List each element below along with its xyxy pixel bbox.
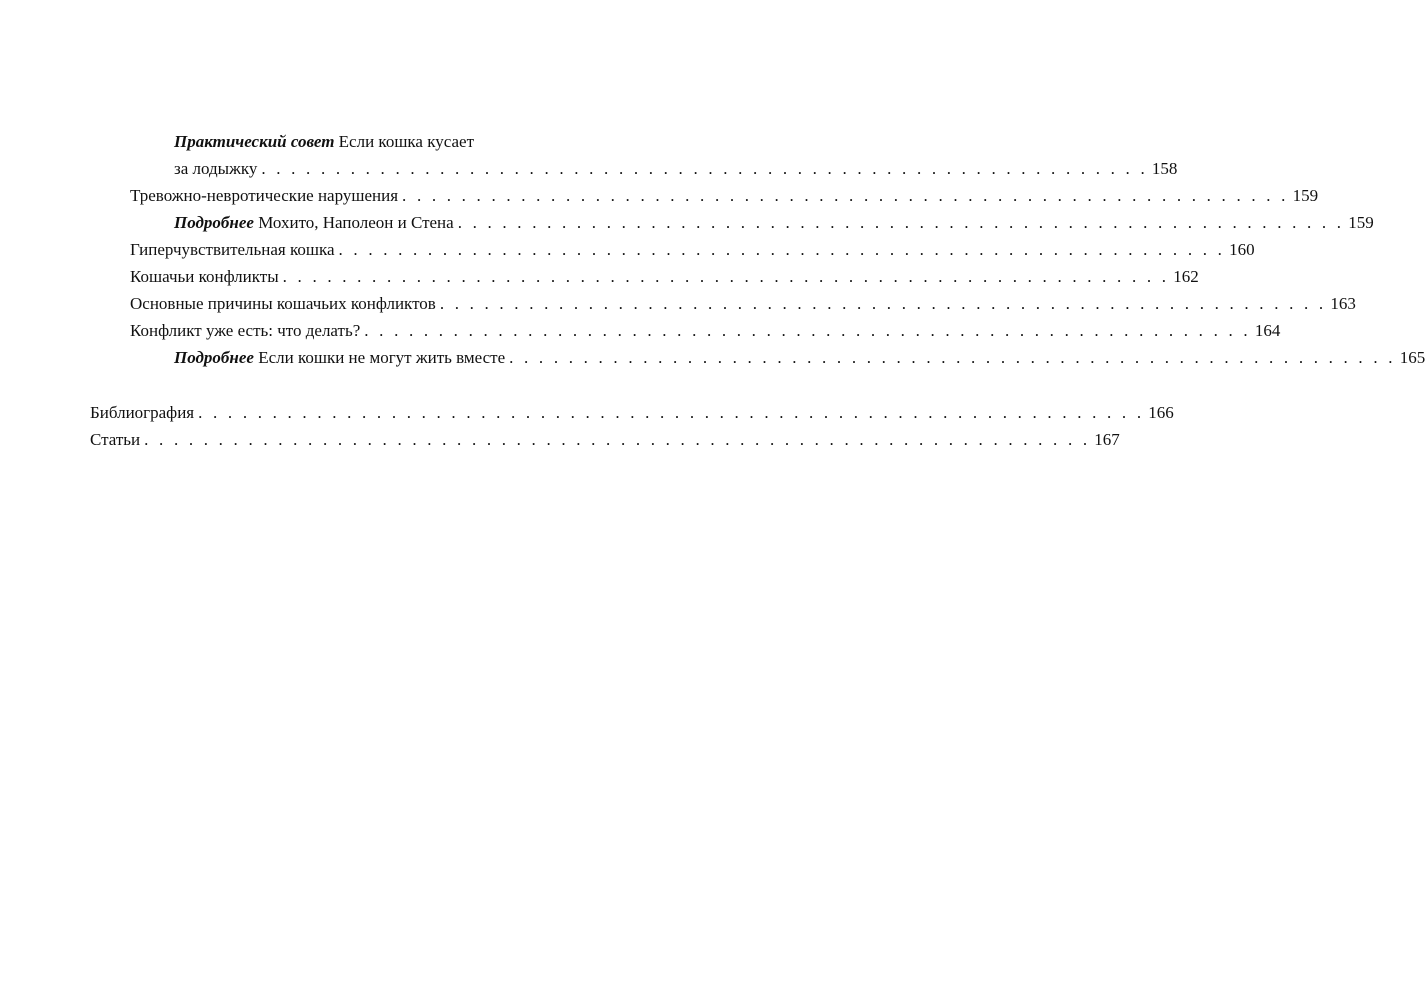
dot-leader: . . . . . . . . . . . . . . . . . . . . . . . . . . . . . . . . . . . . . . . . . . . . . . . . . . . . . . . . . . . . xyxy=(457,213,1345,232)
page-number: 164 xyxy=(1254,321,1281,340)
entry-title: Тревожно-невротические нарушения xyxy=(130,185,402,207)
entry-title: Гиперчувствительная кошка xyxy=(130,239,339,261)
dot-leader: . . . . . . . . . . . . . . . . . . . . . . . . . . . . . . . . . . . . . . . . . . . . . . . . . . . . . . . . . . . . xyxy=(282,267,1170,286)
page-number: 159 xyxy=(1292,186,1319,205)
dot-leader: . . . . . . . . . . . . . . . . . . . . . . . . . . . . . . . . . . . . . . . . . . . . . . . . . . . . . . . . . . . . xyxy=(338,240,1226,259)
toc-entry xyxy=(130,320,1281,342)
entry-title: Мохито, Наполеон и Стена xyxy=(258,213,454,232)
entry-title: Основные причины кошачьих конфликтов xyxy=(130,293,440,315)
page-number: 163 xyxy=(1330,294,1356,313)
entry-tag: Подробнее xyxy=(174,348,254,367)
toc-entry xyxy=(90,402,1174,424)
entry-title: Если кошка кусает xyxy=(338,132,475,151)
toc-entry xyxy=(174,131,474,153)
toc-entry xyxy=(90,429,1120,451)
toc-entry xyxy=(130,266,1199,288)
dot-leader: . . . . . . . . . . . . . . . . . . . . . . . . . . . . . . . . . . . . . . . . . . . . . . . . . . . . . . . . . . . . xyxy=(364,321,1251,340)
toc-entry xyxy=(174,158,1178,180)
page-number: 166 xyxy=(1148,403,1174,422)
toc-entry xyxy=(130,239,1255,261)
dot-leader: . . . . . . . . . . . . . . . . . . . . . . . . . . . . . . . . . . . . . . . . . . . . . . . . . . . . . . . . . . . . . . . . xyxy=(144,430,1091,449)
toc-entry xyxy=(174,212,1374,234)
page-number: 158 xyxy=(1151,159,1178,178)
page-number: 167 xyxy=(1094,430,1120,449)
entry-title: за лодыжку xyxy=(174,158,261,180)
page-number: 165 xyxy=(1399,348,1425,367)
entry-tag: Подробнее xyxy=(174,213,254,232)
entry-title: Статьи xyxy=(90,429,144,451)
entry-title: Если кошки не могут жить вместе xyxy=(258,348,506,367)
entry-title: Библиография xyxy=(90,402,198,424)
toc-entry xyxy=(174,347,1425,369)
dot-leader: . . . . . . . . . . . . . . . . . . . . . . . . . . . . . . . . . . . . . . . . . . . . . . . . . . . . . . . . . . . . xyxy=(402,186,1289,205)
toc-entry xyxy=(130,185,1319,207)
dot-leader: . . . . . . . . . . . . . . . . . . . . . . . . . . . . . . . . . . . . . . . . . . . . . . . . . . . . . . . . . . . . . . . . xyxy=(198,403,1145,422)
page-number: 160 xyxy=(1229,240,1255,259)
entry-title: Кошачьи конфликты xyxy=(130,266,283,288)
page-number: 159 xyxy=(1348,213,1374,232)
toc-entry xyxy=(130,293,1356,315)
dot-leader: . . . . . . . . . . . . . . . . . . . . . . . . . . . . . . . . . . . . . . . . . . . . . . . . . . . . . . . . . . . . xyxy=(261,159,1148,178)
entry-title: Конфликт уже есть: что делать? xyxy=(130,320,364,342)
page-number: 162 xyxy=(1173,267,1199,286)
entry-tag: Практический совет xyxy=(174,132,335,151)
dot-leader: . . . . . . . . . . . . . . . . . . . . . . . . . . . . . . . . . . . . . . . . . . . . . . . . . . . . . . . . . . . . xyxy=(509,348,1396,367)
dot-leader: . . . . . . . . . . . . . . . . . . . . . . . . . . . . . . . . . . . . . . . . . . . . . . . . . . . . . . . . . . . . xyxy=(439,294,1327,313)
